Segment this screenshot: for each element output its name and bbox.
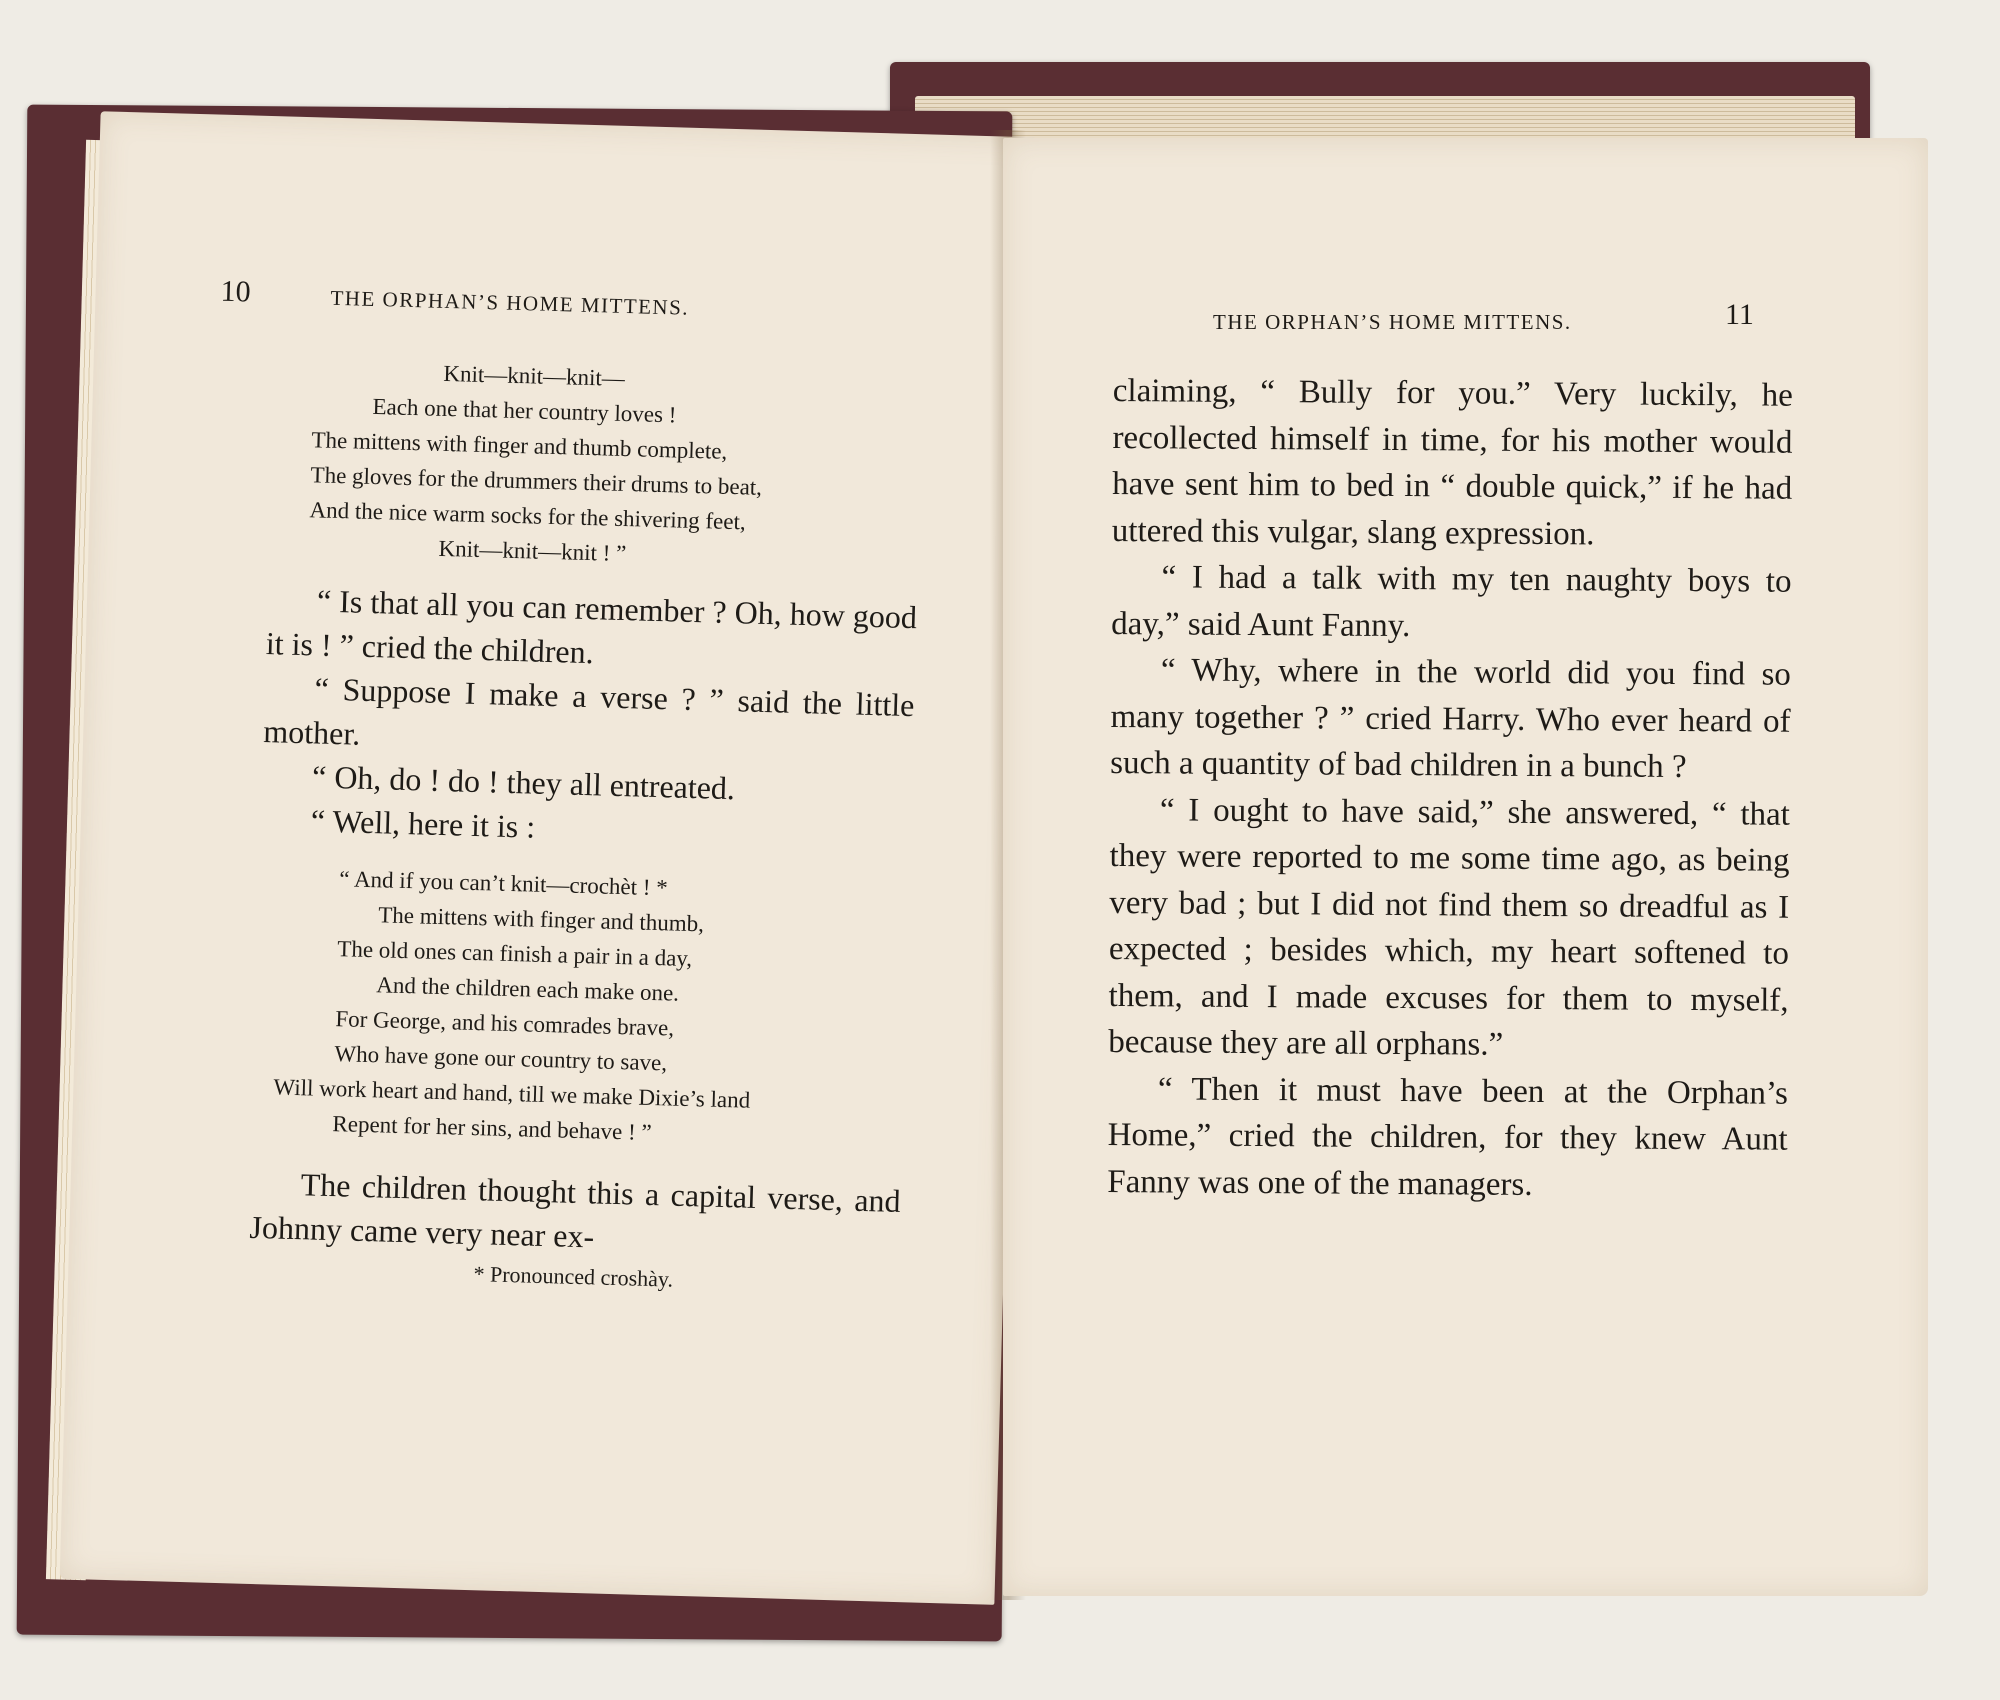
paragraph: “ I ought to have said,” she answered, “ that they were reported to me some time ago, as being very bad ; but I did not find them so dreadful as I expected ; besides which, my heart softened to them, and I made excuses for them to myself, because they are all orphans.” (1108, 791, 1791, 1063)
paragraph: “ Then it must have been at the Orphan’s Home,” cried the children, for they knew Aunt Fanny was one of the managers. (1107, 1070, 1789, 1203)
paragraph: “ Oh, do ! do ! they all entreated. (311, 758, 736, 807)
poem-line: And the children each make one. (376, 972, 680, 1006)
paragraph: The children thought this a capital verse, and Johnny came very near ex- (249, 1166, 902, 1255)
poem-line: Will work heart and hand, till we make Dixie’s land (273, 1074, 751, 1113)
poem-line: Repent for her sins, and behave ! ” (332, 1111, 653, 1146)
poem-line: For George, and his comrades brave, (335, 1006, 675, 1041)
paragraph: “ Well, here it is : (310, 802, 536, 845)
footnote: * Pronounced croshày. (473, 1261, 674, 1292)
poem-line: The old ones can finish a pair in a day, (337, 936, 693, 972)
poem-line: The mittens with finger and thumb complete, (311, 427, 728, 464)
left-page-body (248, 351, 924, 1299)
poem-line: The gloves for the drummers their drums to beat, (310, 462, 763, 500)
left-prose-top (260, 577, 917, 859)
poem-line: Knit—knit—knit ! ” (438, 535, 627, 567)
left-prose-bottom (249, 1161, 901, 1267)
left-page (60, 111, 1036, 1605)
poem-line: Knit—knit—knit— (443, 360, 626, 391)
paragraph: “ Why, where in the world did you find so many together ? ” cried Harry. Who ever heard of such a quantity of bad children in a bunch ? (1110, 652, 1792, 786)
right-page-body (1107, 368, 1793, 1210)
paragraph: “ I had a talk with my ten naughty boys to day,” said Aunt Fanny. (1111, 559, 1792, 644)
paragraph: “ Suppose I make a verse ? ” said the little mother. (262, 670, 915, 752)
page-edges (915, 96, 1855, 142)
left-page-number: 10 (220, 274, 252, 309)
poem-second (252, 859, 910, 1157)
right-page-number: 11 (1725, 298, 1754, 331)
right-page (1003, 138, 1928, 1596)
right-running-head: THE ORPHAN’S HOME MITTENS. (1213, 310, 1572, 334)
poem-line: “ And if you can’t knit—crochèt ! * (338, 866, 669, 901)
poem-line: And the nice warm socks for the shivering feet, (309, 497, 747, 535)
paragraph: claiming, “ Bully for you.” Very luckily, he recollected himself in time, for his mother would have sent him to bed in “ double quick,” if he had uttered this vulgar, slang expression. (1111, 372, 1793, 552)
poem-first (268, 351, 924, 579)
poem-line: The mittens with finger and thumb, (377, 902, 705, 937)
left-running-head: THE ORPHAN’S HOME MITTENS. (330, 285, 690, 320)
poem-line: Each one that her country loves ! (372, 393, 677, 428)
poem-line: Who have gone our country to save, (334, 1041, 668, 1076)
paragraph: “ Is that all you can remember ? Oh, how good it is ! ” cried the children. (265, 582, 918, 671)
